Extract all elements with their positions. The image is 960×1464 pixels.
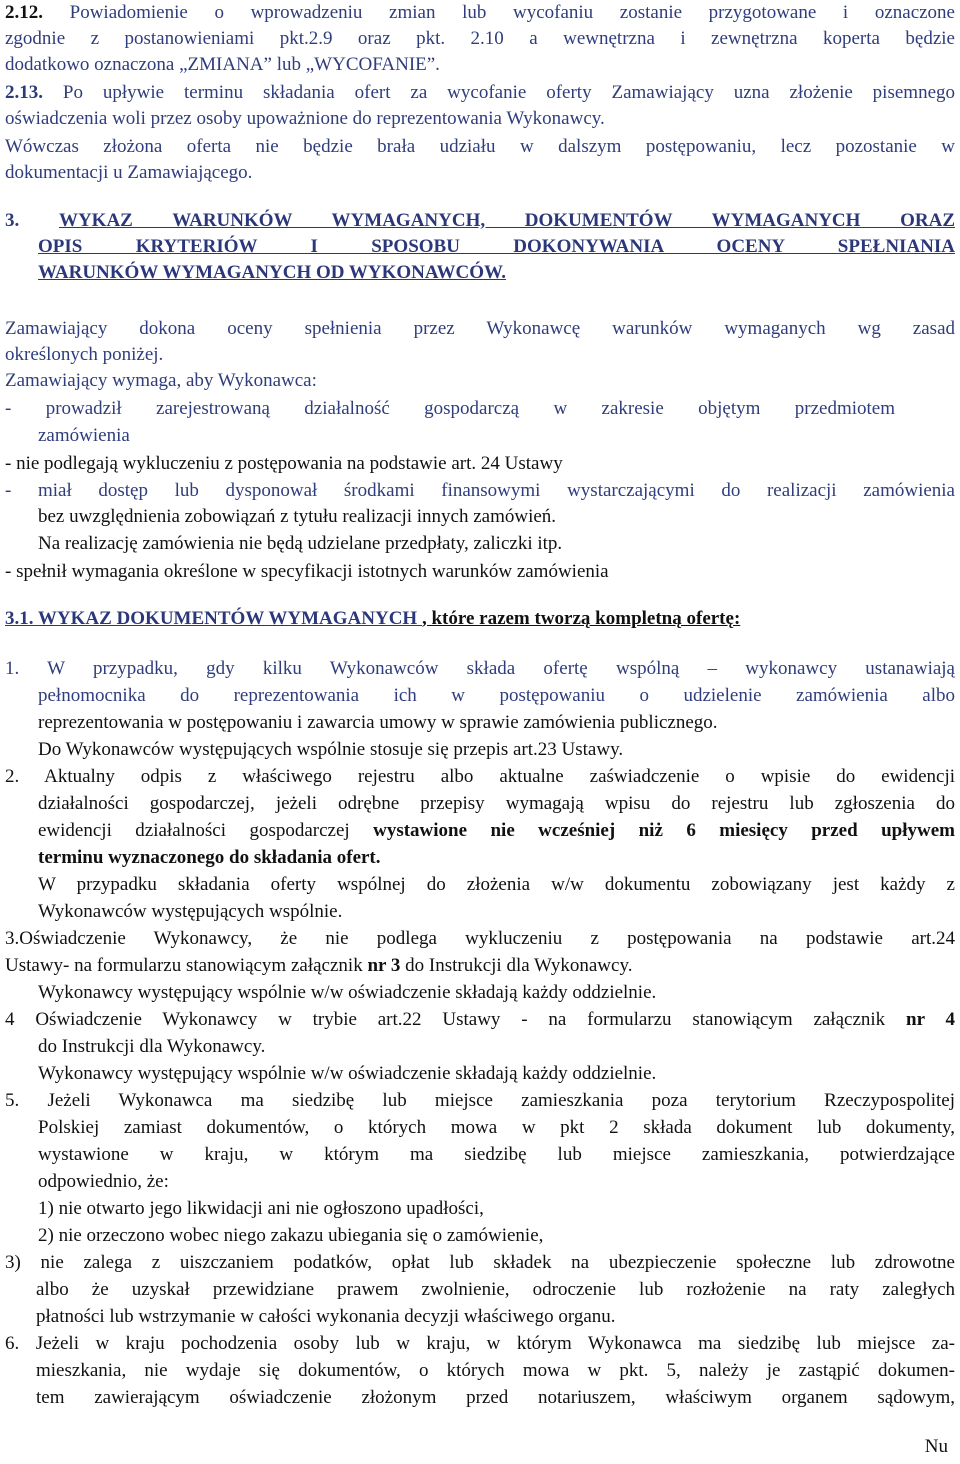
section-3-heading-line-2 (38, 234, 955, 260)
document-item-6-line-2: mieszkania, nie wydaje się dokumentów, o których mowa w pkt. 5, należy je zastąpić dokumen- (36, 1360, 955, 1381)
document-item-4-line-1 (5, 1007, 955, 1033)
document-item-2-line-6: Wykonawców występujących wspólnie. (38, 901, 343, 922)
document-item-6-line-3: tem zawierającym oświadczenie złożonym przed notariuszem, właściwym organem sądowym, (36, 1387, 955, 1408)
document-item-2-line-3 (38, 818, 955, 844)
document-item-3-line-1: 3.Oświadczenie Wykonawcy, że nie podlega wykluczeniu z postępowania na podstawie art.24 (5, 928, 955, 949)
text: ewidencji działalności gospodarczej (38, 820, 374, 841)
requirement-item-2: - nie podlegają wykluczeniu z postępowania na podstawie art. 24 Ustawy (5, 453, 563, 474)
document-item-4-line-2: do Instrukcji dla Wykonawcy. (38, 1036, 266, 1057)
text: do Instrukcji dla Wykonawcy. (400, 955, 633, 976)
document-item-1-line-4: Do Wykonawców występujących wspólnie stosuje się przepis art.23 Ustawy. (38, 739, 624, 760)
section-3-1-heading (5, 606, 955, 632)
requirement-item-1-cont: zamówienia (38, 425, 130, 446)
paragraph-2-13-line-3: Wówczas złożona oferta nie będzie brała udziału w dalszym postępowaniu, lecz pozostanie w (5, 136, 955, 157)
heading-text: WYKAZ WARUNKÓW WYMAGANYCH, DOKUMENTÓW WYMAGANYCH ORAZ (58, 210, 956, 231)
section-3-heading-line-3 (38, 260, 955, 286)
section-number-2-13: 2.13. (5, 82, 43, 103)
document-item-1-line-2: pełnomocnika do reprezentowania ich w postępowaniu o udzielenie zamówienia albo (38, 685, 955, 706)
paragraph-2-12-line-1 (5, 0, 955, 26)
attachment-number: nr 3 (367, 955, 401, 976)
document-item-4-line-3: Wykonawcy występujący wspólnie w/w oświadczenie składają każdy oddzielnie. (38, 1063, 657, 1084)
bold-text: wystawione nie wcześniej niż 6 miesięcy przed upływem (373, 820, 955, 841)
document-item-5-subitem-1: 1) nie otwarto jego likwidacji ani nie ogłoszono upadłości, (38, 1198, 484, 1219)
section-3-intro-line-1: Zamawiający dokona oceny spełnienia przez Wykonawcę warunków wymaganych wg zasad (5, 318, 955, 339)
paragraph-2-13-line-2: oświadczenia woli przez osoby upoważnione do reprezentowania Wykonawcy. (5, 108, 605, 129)
document-item-3-line-2 (5, 953, 955, 979)
paragraph-2-12-line-3: dodatkowo oznaczona „ZMIANA” lub „WYCOFANIE”. (5, 54, 440, 75)
section-3-heading-line-1 (5, 208, 955, 234)
document-item-5-subitem-2: 2) nie orzeczono wobec niego zakazu ubiegania się o zamówienie, (38, 1225, 544, 1246)
document-item-2-line-2: działalności gospodarczej, jeżeli odrębne przepisy wymagają wpisu do rejestru lub zgłoszenia do (38, 793, 955, 814)
requirement-item-3: - miał dostęp lub dysponował środkami finansowymi wystarczającymi do realizacji zamówienia (5, 480, 955, 501)
document-item-5-line-2: Polskiej zamiast dokumentów, o których mowa w pkt 2 składa dokument lub dokumenty, (38, 1117, 955, 1138)
requirement-item-4: - spełnił wymagania określone w specyfikacji istotnych warunków zamówienia (5, 561, 609, 582)
document-item-6-line-1: 6. Jeżeli w kraju pochodzenia osoby lub w kraju, w którym Wykonawca ma siedzibę lub miejsce za- (5, 1333, 955, 1354)
document-item-5-line-4: odpowiednio, że: (38, 1171, 169, 1192)
page-footer-fragment: Nu (924, 1436, 948, 1457)
document-item-5-line-1: 5. Jeżeli Wykonawca ma siedzibę lub miejsce zamieszkania poza terytorium Rzeczypospolitej (5, 1090, 955, 1111)
paragraph-2-13-line-1 (5, 80, 955, 106)
document-item-1-line-3: reprezentowania w postępowaniu i zawarcia umowy w sprawie zamówienia publicznego. (38, 712, 718, 733)
document-item-5-line-3: wystawione w kraju, w którym ma siedzibę lub miejsce zamieszkania, potwierdzające (38, 1144, 955, 1165)
requirement-item-1: - prowadził zarejestrowaną działalność gospodarczą w zakresie objętym przedmiotem (5, 398, 895, 419)
text: Po upływie terminu składania ofert za wycofanie oferty Zamawiający uzna złożenie pisemnego (62, 82, 956, 103)
document-item-2-line-1: 2. Aktualny odpis z właściwego rejestru albo aktualne zaświadczenie o wpisie do ewidencji (5, 766, 955, 787)
heading-text: WARUNKÓW WYMAGANYCH OD WYKONAWCÓW. (38, 262, 506, 283)
heading-text: OPIS KRYTERIÓW I SPOSOBU DOKONYWANIA OCENY SPEŁNIANIA (38, 236, 955, 257)
paragraph-2-12-line-2: zgodnie z postanowieniami pkt.2.9 oraz pkt. 2.10 a wewnętrzna i zewnętrzna koperta będzie (5, 28, 955, 49)
requirement-item-3-note: Na realizację zamówienia nie będą udzielane przedpłaty, zaliczki itp. (38, 533, 563, 554)
paragraph-2-13-line-4: dokumentacji u Zamawiającego. (5, 162, 253, 183)
document-item-5-subitem-3-cont-2: płatności lub wstrzymanie w całości wykonania decyzji właściwego organu. (36, 1306, 616, 1327)
document-item-5-subitem-3: 3) nie zalega z uiszczaniem podatków, opłat lub składek na ubezpieczenie społeczne lub zdrowotne (5, 1252, 955, 1273)
heading-text: 3.1. WYKAZ DOKUMENTÓW WYMAGANYCH (5, 608, 422, 629)
attachment-number: nr 4 (906, 1009, 955, 1030)
document-item-2-line-4: terminu wyznaczonego do składania ofert. (38, 847, 381, 868)
document-item-3-line-3: Wykonawcy występujący wspólnie w/w oświadczenie składają każdy oddzielnie. (38, 982, 657, 1003)
requirement-item-3-cont: bez uwzględnienia zobowiązań z tytułu realizacji innych zamówień. (38, 506, 557, 527)
section-number-3: 3. (5, 210, 20, 231)
text: Ustawy- na formularzu stanowiącym załącznik (5, 955, 368, 976)
section-3-intro-line-2: określonych poniżej. (5, 344, 164, 365)
text: Powiadomienie o wprowadzeniu zmian lub wycofaniu zostanie przygotowane i oznaczone (69, 2, 955, 23)
text: 4 Oświadczenie Wykonawcy w trybie art.22 Ustawy - na formularzu stanowiącym załącznik (5, 1009, 906, 1030)
document-item-2-line-5: W przypadku składania oferty wspólnej do złożenia w/w dokumentu zobowiązany jest każdy z (38, 874, 955, 895)
section-3-requirements-lead: Zamawiający wymaga, aby Wykonawca: (5, 370, 317, 391)
document-item-5-subitem-3-cont-1: albo że uzyskał przewidziane prawem zwolnienie, odroczenie lub rozłożenie na raty zaległych (36, 1279, 955, 1300)
section-number-2-12: 2.12. (5, 2, 43, 23)
heading-text-suffix: , które razem tworzą kompletną ofertę: (421, 608, 741, 629)
document-item-1-line-1: 1. W przypadku, gdy kilku Wykonawców składa ofertę wspólną – wykonawcy ustanawiają (5, 658, 955, 679)
